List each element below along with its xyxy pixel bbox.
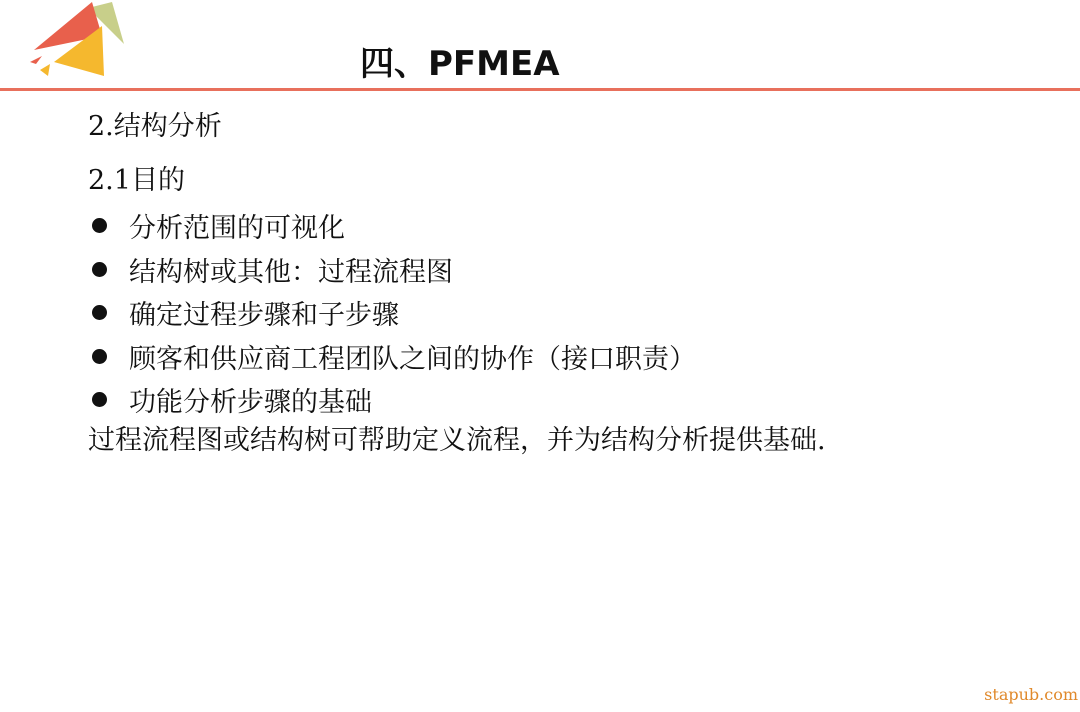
bullet-icon [92, 349, 107, 364]
subsection-heading: 2.1目的 [88, 165, 185, 196]
bullet-text: 确定过程步骤和子步骤 [129, 300, 399, 332]
bullet-icon [92, 262, 107, 277]
logo-triangles-icon [28, 0, 128, 82]
list-item [88, 248, 696, 292]
bullet-text: 结构树或其他：过程流程图 [129, 256, 453, 288]
bullet-text: 功能分析步骤的基础 [129, 387, 372, 419]
bullet-text: 分析范围的可视化 [129, 213, 345, 245]
bullet-text: 顾客和供应商工程团队之间的协作（接口职责） [129, 343, 696, 375]
list-item [88, 378, 696, 422]
list-item [88, 291, 696, 335]
section-heading: 2.结构分析 [88, 111, 222, 142]
bullet-icon [92, 305, 107, 320]
logo-small-yellow-triangle [40, 64, 50, 76]
bullet-list [88, 204, 696, 422]
logo-small-red-triangle [30, 56, 42, 64]
list-item [88, 204, 696, 248]
bullet-icon [92, 218, 107, 233]
title-divider [0, 88, 1080, 91]
slide-title: 四、PFMEA [360, 44, 560, 84]
watermark: stapub.com [984, 685, 1078, 704]
bullet-icon [92, 392, 107, 407]
list-item [88, 335, 696, 379]
summary-text: 过程流程图或结构树可帮助定义流程，并为结构分析提供基础. [88, 425, 826, 456]
